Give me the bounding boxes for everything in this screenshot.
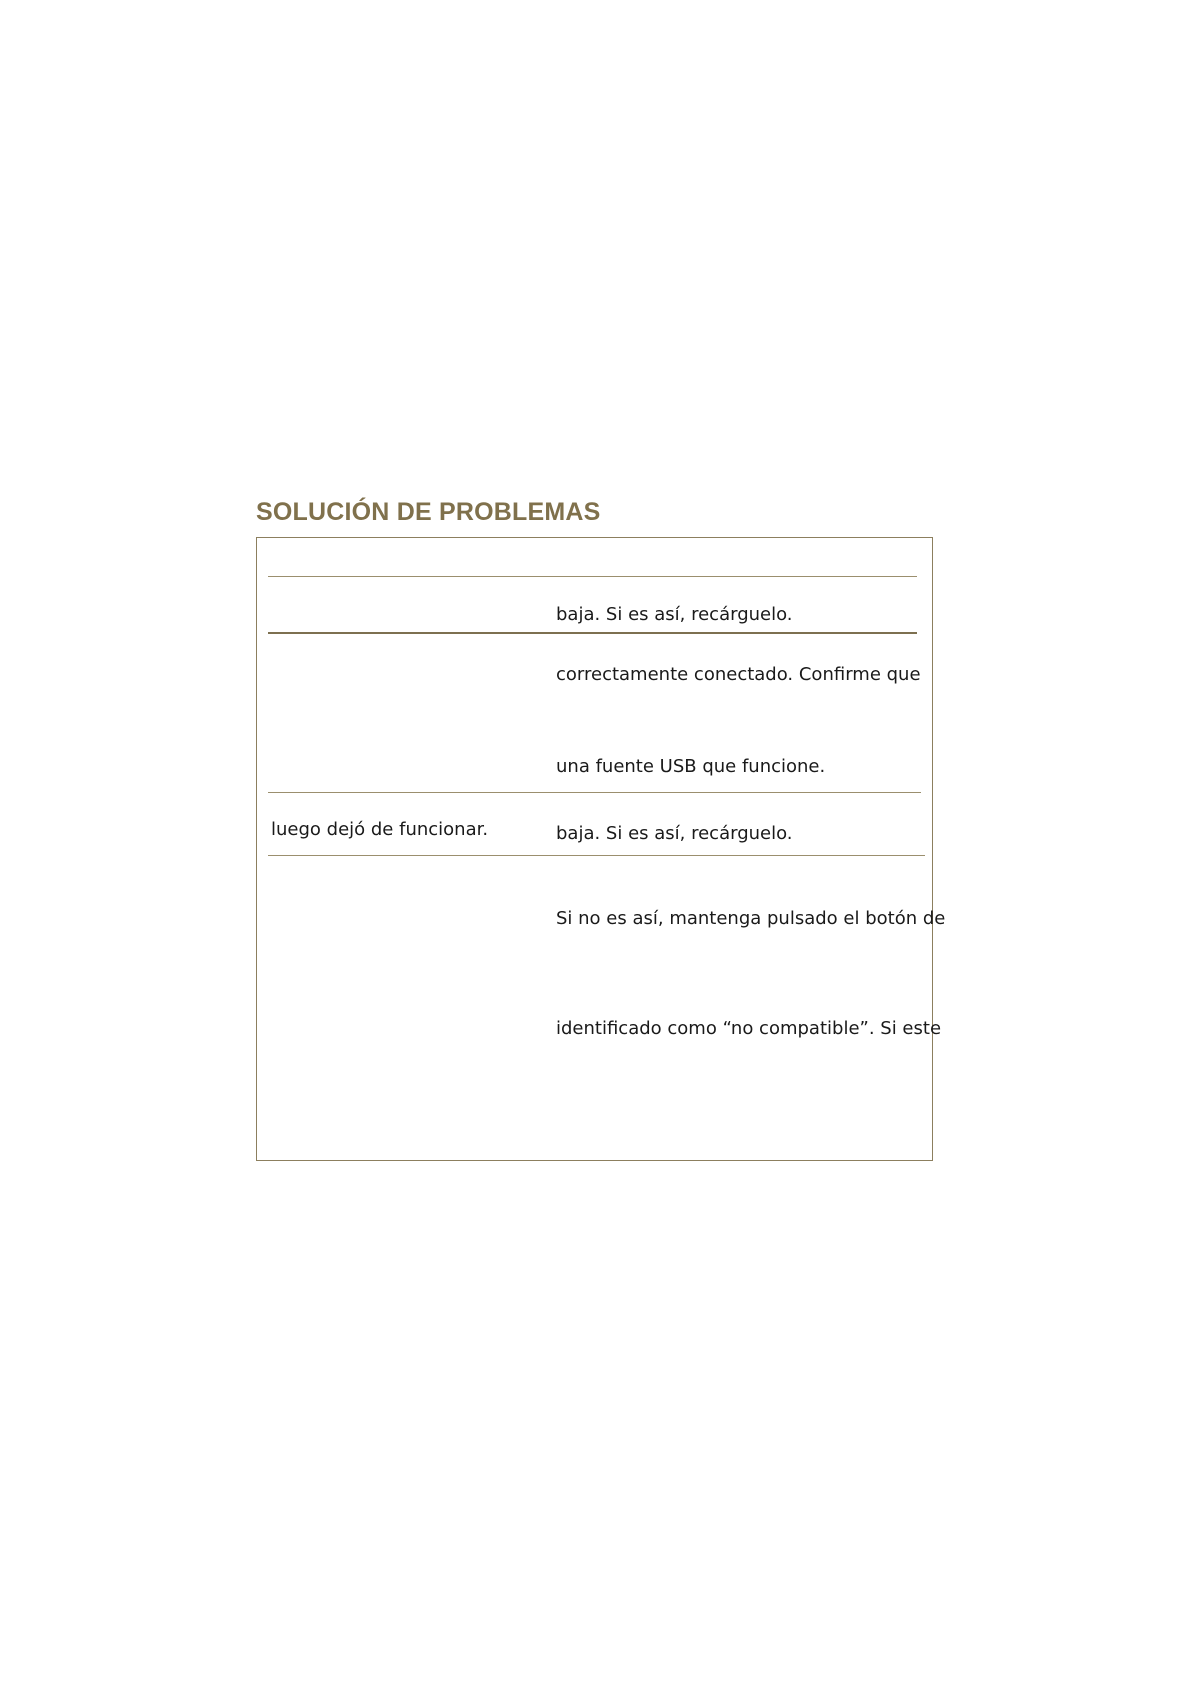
solution-text: identificado como “no compatible”. Si este bbox=[556, 1018, 942, 1039]
row-divider bbox=[268, 792, 921, 793]
troubleshooting-table bbox=[256, 537, 946, 1161]
solution-text: una fuente USB que funcione. bbox=[556, 756, 826, 777]
row-divider bbox=[268, 632, 917, 634]
problem-text: luego dejó de funcionar. bbox=[271, 819, 489, 840]
page-title: SOLUCIÓN DE PROBLEMAS bbox=[256, 498, 601, 526]
solution-text: Si no es así, mantenga pulsado el botón de bbox=[556, 908, 946, 929]
row-divider bbox=[268, 855, 925, 856]
solution-text: baja. Si es así, recárguelo. bbox=[556, 823, 793, 844]
solution-text: baja. Si es así, recárguelo. bbox=[556, 604, 793, 625]
row-divider bbox=[268, 576, 917, 577]
solution-text: correctamente conectado. Confirme que bbox=[556, 664, 921, 685]
